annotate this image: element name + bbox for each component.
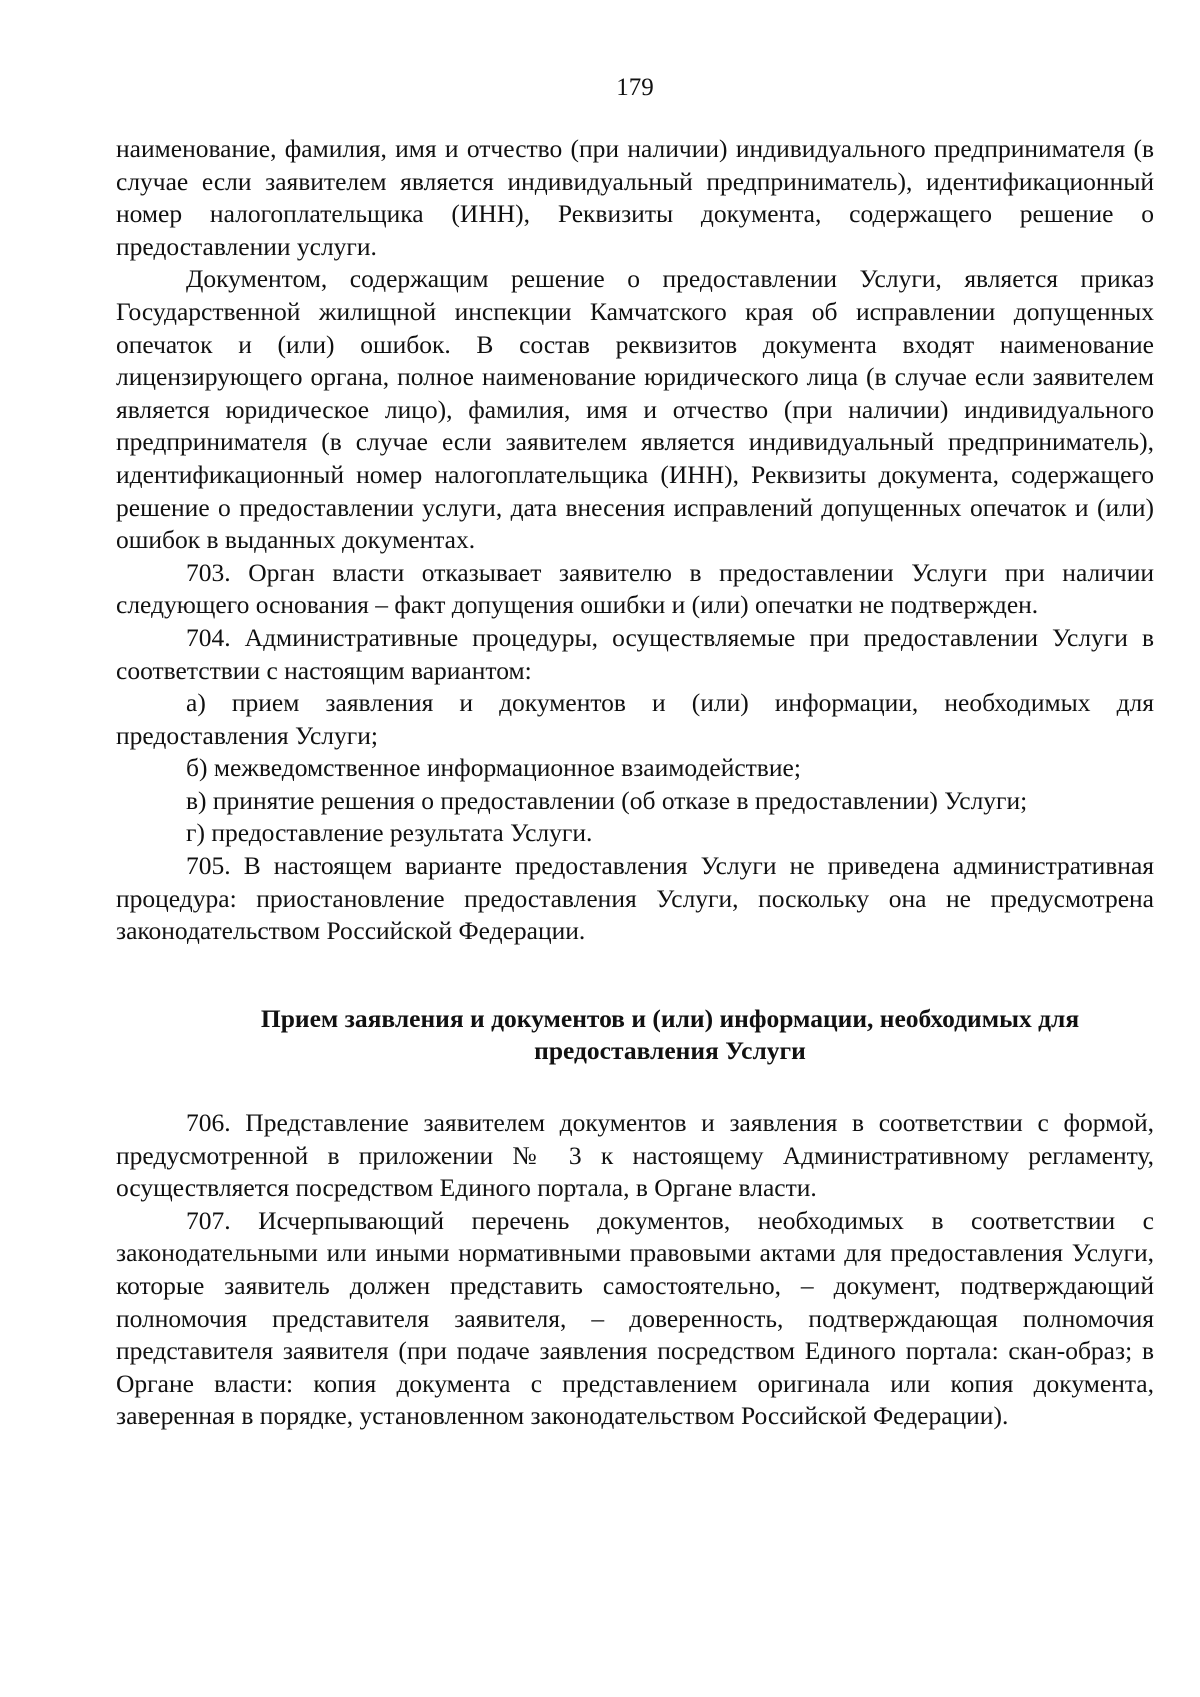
paragraph-706: 706. Представление заявителем документов и заявления в соответствии с формой, предусмотренной в приложении № 3 к настоящему Административному регламенту, осуществляется посредством Единого портала, в Органе власти.	[116, 1108, 1154, 1203]
list-item-b: б) межведомственное информационное взаимодействие;	[186, 753, 801, 783]
paragraph-703: 703. Орган власти отказывает заявителю в предоставлении Услуги при наличии следующего основания – факт допущения ошибки и (или) опечатки не подтвержден.	[116, 557, 1154, 620]
paragraph-704: 704. Административные процедуры, осуществляемые при предоставлении Услуги в соответствии с настоящим вариантом:	[116, 622, 1154, 685]
paragraph-decision-document: Документом, содержащим решение о предоставлении Услуги, является приказ Государственной жилищной инспекции Камчатского края об исправлении допущенных опечаток и (или) ошибок. В состав реквизитов документа входят наименование лицензирующего органа, полное наименование юридического лица (в случае если заявителем является юридическое лицо), фамилия, имя и отчество (при наличии) индивидуального предпринимателя (в случае если заявителем является индивидуальный предприниматель), идентификационный номер налогоплательщика (ИНН), Реквизиты документа, содержащего решение о предоставлении услуги, дата внесения исправлений допущенных опечаток и (или) ошибок в выданных документах.	[116, 264, 1154, 555]
section-heading-line-2: предоставления Услуги	[534, 1036, 806, 1066]
section-heading-line-1: Прием заявления и документов и (или) информации, необходимых для	[260, 1003, 1080, 1033]
list-item-a: а) прием заявления и документов и (или) информации, необходимых для предоставления Услуги;	[116, 688, 1154, 750]
list-item-v: в) принятие решения о предоставлении (об отказе в предоставлении) Услуги;	[186, 785, 1028, 815]
paragraph-707: 707. Исчерпывающий перечень документов, необходимых в соответствии с законодательными или иными нормативными правовыми актами для предоставления Услуги, которые заявитель должен представить самостоятельно, – документ, подтверждающий полномочия представителя заявителя, – доверенность, подтверждающая полномочия представителя заявителя (при подаче заявления посредством Единого портала: скан-образ; в Органе власти: копия документа с представлением оригинала или копия документа, заверенная в порядке, установленном законодательством Российской Федерации).	[116, 1205, 1154, 1431]
list-item-g: г) предоставление результата Услуги.	[186, 818, 593, 848]
paragraph-continuation: наименование, фамилия, имя и отчество (при наличии) индивидуального предпринимателя (в случае если заявителем является индивидуальный предприниматель), идентификационный номер налогоплательщика (ИНН), Реквизиты документа, содержащего решение о предоставлении услуги.	[116, 134, 1154, 261]
body-text-before	[116, 133, 1154, 948]
section-heading	[186, 1003, 1154, 1068]
page-number: 179	[616, 74, 654, 101]
paragraph-705: 705. В настоящем варианте предоставления Услуги не приведена административная процедура: приостановление предоставления Услуги, поскольку она не предусмотрена законодательством Российской Федерации.	[116, 851, 1154, 946]
body-text-after	[116, 1107, 1154, 1433]
document-page	[116, 0, 1154, 1433]
